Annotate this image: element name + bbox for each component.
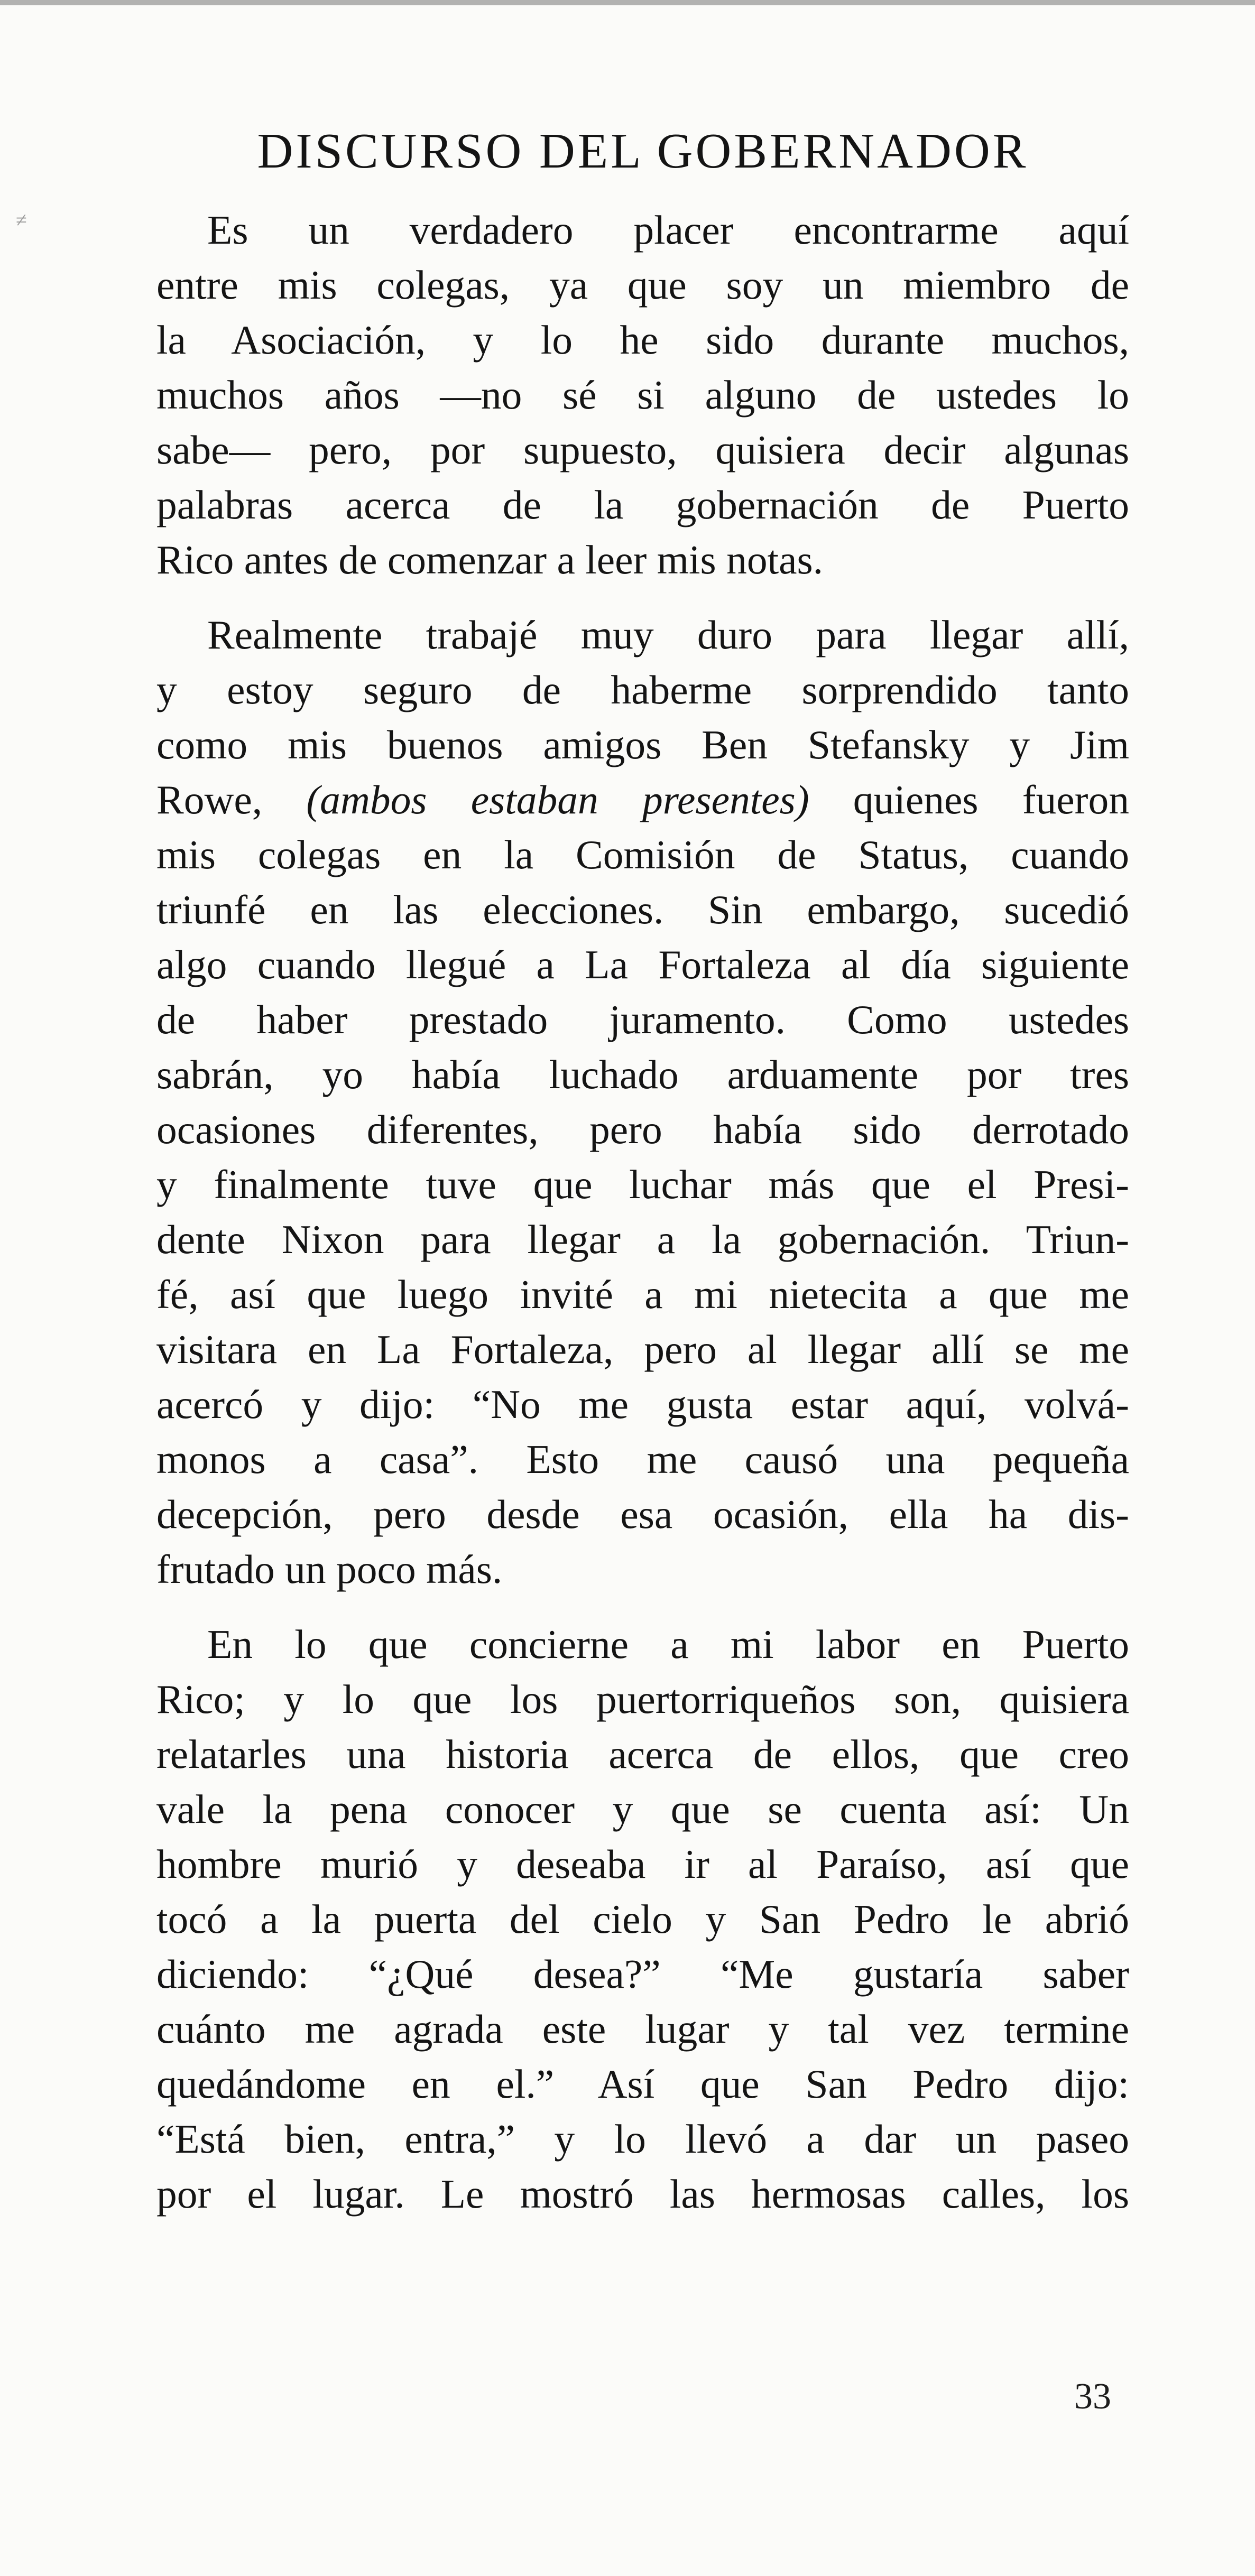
text-line: quedándome en el.” Así que San Pedro dijo:: [156, 2061, 1129, 2107]
text-line: relatarles una historia acerca de ellos, que creo: [156, 1731, 1129, 1777]
text-line: monos a casa”. Esto me causó una pequeña: [156, 1437, 1129, 1482]
text-line: acercó y dijo: “No me gusta estar aquí, volvá-: [156, 1382, 1129, 1428]
page-number: 33: [1074, 2376, 1111, 2417]
text-line: fé, así que luego invité a mi nietecita a que me: [156, 1272, 1129, 1318]
text-line: mis colegas en la Comisión de Status, cuando: [156, 832, 1129, 878]
text-line: ocasiones diferentes, pero había sido derrotado: [156, 1107, 1129, 1153]
text-segment: quienes fueron: [809, 777, 1129, 823]
text-line: de haber prestado juramento. Como ustedes: [156, 997, 1129, 1043]
text-line: Realmente trabajé muy duro para llegar allí,: [207, 612, 1129, 658]
margin-speck: ≠: [16, 209, 27, 231]
paragraph-2: [156, 607, 1129, 1597]
text-line: frutado un poco más.: [156, 1546, 503, 1592]
text-line: cuánto me agrada este lugar y tal vez termine: [156, 2006, 1129, 2052]
paragraph-3: [156, 1617, 1129, 2221]
speech-text: [156, 124, 1129, 2241]
text-line: En lo que concierne a mi labor en Puerto: [207, 1621, 1129, 1667]
text-line: vale la pena conocer y que se cuenta así: Un: [156, 1786, 1129, 1832]
scan-top-edge: [0, 0, 1255, 5]
text-segment: Rowe,: [156, 777, 307, 823]
text-line: muchos años —no sé si alguno de ustedes lo: [156, 372, 1129, 418]
text-line: sabe— pero, por supuesto, quisiera decir algunas: [156, 427, 1129, 473]
text-line: sabrán, yo había luchado arduamente por tres: [156, 1052, 1129, 1098]
text-line: “Está bien, entra,” y lo llevó a dar un paseo: [156, 2116, 1129, 2162]
text-line: Rico antes de comenzar a leer mis notas.: [156, 537, 824, 583]
paragraph-1: [156, 202, 1129, 587]
text-line: algo cuando llegué a La Fortaleza al día siguiente: [156, 942, 1129, 988]
text-line: Es un verdadero placer encontrarme aquí: [207, 207, 1129, 253]
page-title: DISCURSO DEL GOBERNADOR: [257, 124, 1029, 179]
text-line: Rico; y lo que los puertorriqueños son, quisiera: [156, 1676, 1129, 1722]
italic-aside: (ambos estaban presentes): [306, 777, 809, 823]
text-line: y finalmente tuve que luchar más que el Presi-: [156, 1162, 1129, 1208]
text-line: triunfé en las elecciones. Sin embargo, sucedió: [156, 887, 1129, 933]
text-line: decepción, pero desde esa ocasión, ella ha dis-: [156, 1491, 1129, 1537]
text-line: dente Nixon para llegar a la gobernación. Triun-: [156, 1217, 1129, 1263]
text-line: diciendo: “¿Qué desea?” “Me gustaría saber: [156, 1951, 1129, 1997]
text-line: hombre murió y deseaba ir al Paraíso, así que: [156, 1841, 1129, 1887]
text-line: y estoy seguro de haberme sorprendido tanto: [156, 667, 1129, 713]
text-line: la Asociación, y lo he sido durante muchos,: [156, 317, 1129, 363]
text-line: entre mis colegas, ya que soy un miembro de: [156, 262, 1129, 308]
text-line: visitara en La Fortaleza, pero al llegar allí se me: [156, 1327, 1129, 1373]
text-line: como mis buenos amigos Ben Stefansky y Jim: [156, 722, 1129, 768]
text-line: tocó a la puerta del cielo y San Pedro le abrió: [156, 1896, 1129, 1942]
text-line: por el lugar. Le mostró las hermosas calles, los: [156, 2171, 1129, 2217]
text-line-with-italic: [156, 772, 1129, 827]
text-line: palabras acerca de la gobernación de Puerto: [156, 482, 1129, 528]
